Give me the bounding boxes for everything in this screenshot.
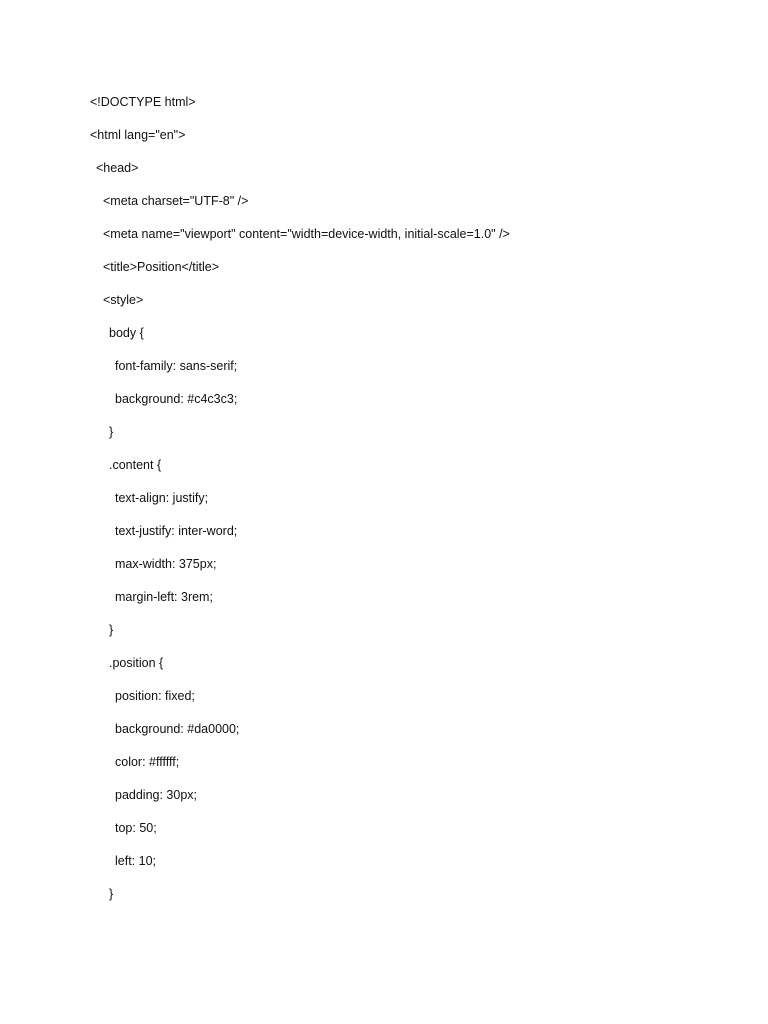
code-line: text-align: justify;: [115, 491, 209, 505]
code-line: text-justify: inter-word;: [115, 524, 238, 538]
code-line: margin-left: 3rem;: [115, 590, 213, 604]
code-line: background: #c4c3c3;: [115, 392, 238, 406]
code-line: max-width: 375px;: [115, 557, 217, 571]
code-line: <title>Position</title>: [103, 260, 220, 274]
code-line: padding: 30px;: [115, 788, 198, 802]
code-line: top: 50;: [115, 821, 157, 835]
code-line: font-family: sans-serif;: [115, 359, 238, 373]
code-line: <meta name="viewport" content="width=device-width, initial-scale=1.0" />: [103, 227, 510, 241]
code-line: <html lang="en">: [90, 128, 186, 142]
code-line: }: [109, 425, 114, 439]
code-line: .position {: [109, 656, 164, 670]
code-line: .content {: [109, 458, 162, 472]
code-line: left: 10;: [115, 854, 156, 868]
code-line: <head>: [96, 161, 139, 175]
code-line: color: #ffffff;: [115, 755, 180, 769]
code-line: background: #da0000;: [115, 722, 240, 736]
code-line: position: fixed;: [115, 689, 195, 703]
code-line: <!DOCTYPE html>: [90, 95, 196, 109]
code-line: <meta charset="UTF-8" />: [103, 194, 249, 208]
code-line: body {: [109, 326, 144, 340]
code-listing: [90, 92, 510, 917]
code-line: }: [109, 887, 114, 901]
code-line: <style>: [103, 293, 144, 307]
code-line: }: [109, 623, 114, 637]
